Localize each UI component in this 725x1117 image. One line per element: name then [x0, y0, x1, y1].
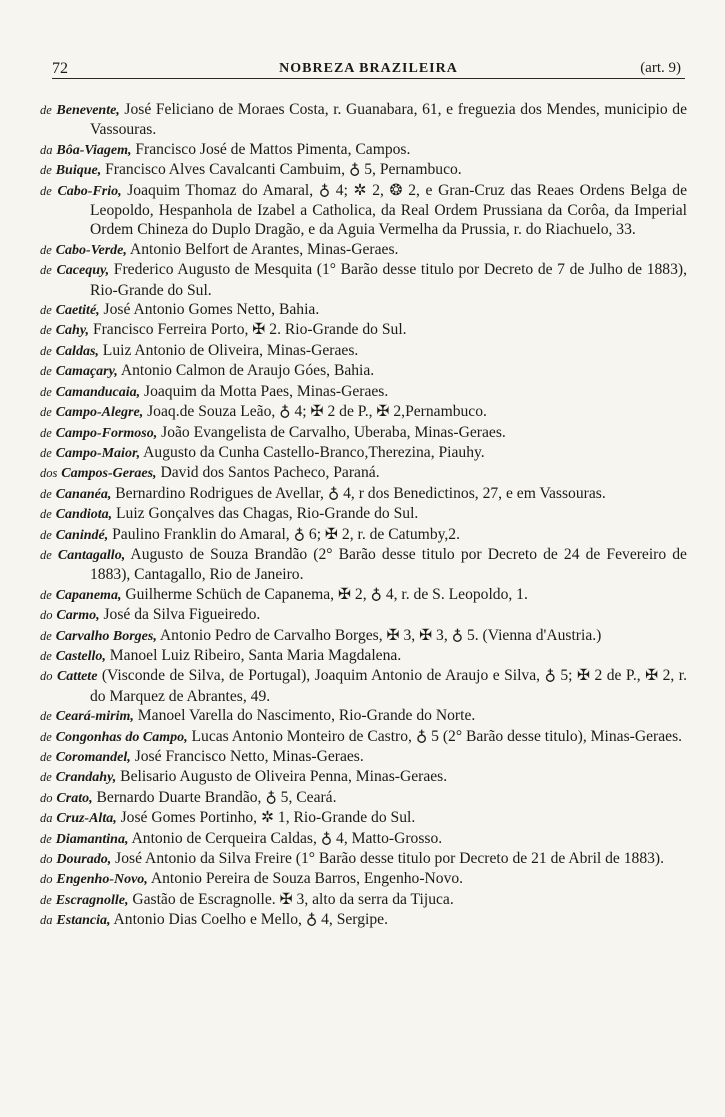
running-title: NOBREZA BRAZILEIRA: [279, 61, 458, 76]
entry-text: Antonio Pedro de Carvalho Borges, ✠ 3, ✠ 3, ♁ 5. (Vienna d'Austria.): [156, 626, 602, 644]
entry-prefix: de: [40, 486, 52, 501]
entry-title: Caldas,: [55, 343, 99, 359]
entry-title: Cattete: [56, 669, 98, 685]
entry-prefix: de: [40, 527, 52, 542]
entry-title: Camaçary,: [55, 364, 118, 380]
list-item: [40, 910, 687, 930]
list-item: [40, 443, 687, 463]
entry-title: Carvalho Borges,: [55, 628, 157, 644]
entry-prefix: de: [40, 405, 52, 420]
entry-text: Francisco José de Mattos Pimenta, Campos.: [131, 140, 411, 158]
entry-text: Gastão de Escragnolle. ✠ 3, alto da serra da Tijuca.: [128, 890, 454, 908]
entry-text: Antonio Belfort de Arantes, Minas-Geraes.: [126, 240, 399, 258]
entry-prefix: de: [40, 425, 52, 440]
list-item: [40, 484, 687, 504]
entry-title: Coromandel,: [55, 750, 131, 765]
list-item: [40, 382, 687, 402]
entry-text: Luiz Gonçalves das Chagas, Rio-Grande do Sul.: [112, 505, 419, 523]
entry-text: José Antonio Gomes Netto, Bahia.: [99, 301, 320, 319]
page-header: [52, 58, 685, 79]
entry-text: Augusto da Cunha Castello-Branco,Therezina, Piauhy.: [140, 443, 485, 461]
entry-prefix: de: [40, 323, 52, 338]
entry-text: Frederico Augusto de Mesquita (1° Barão desse titulo por Decreto de 7 de Julho de 1883), Rio-Grande do Sul.: [90, 261, 687, 299]
list-item: [40, 585, 687, 605]
entry-text: Joaquim da Motta Paes, Minas-Geraes.: [140, 382, 389, 400]
list-item: [40, 525, 687, 545]
list-item: [40, 181, 687, 240]
entry-title: Capanema,: [55, 587, 122, 603]
entry-text: Lucas Antonio Monteiro de Castro, ♁ 5 (2° Barão desse titulo), Minas-Geraes.: [187, 727, 683, 745]
entry-prefix: de: [40, 892, 52, 907]
list-item: [40, 869, 687, 889]
list-item: [40, 504, 687, 524]
entry-title: Bôa-Viagem,: [56, 142, 132, 158]
entry-text: Paulino Franklin do Amaral, ♁ 6; ✠ 2, r. de Catumby,2.: [108, 525, 460, 543]
entry-title: Canindé,: [55, 527, 109, 543]
entry-prefix: de: [40, 507, 52, 522]
entry-title: Cantagallo,: [57, 547, 126, 563]
entry-prefix: de: [40, 163, 52, 178]
entry-text: Joaquim Thomaz do Amaral, ♁ 4; ✲ 2, ❂ 2, e Gran-Cruz das Reaes Ordens Belga de Leopoldo, Hespanhola de Izabel a Catholica, da Real Ordem Prussiana da Corôa, da Imperial Ordem Chineza do Duplo Dragão, e da Aguia Vermelha da Prussia, r. do Riachuelo, 33.: [90, 181, 687, 239]
entry-title: Carmo,: [56, 608, 100, 624]
list-item: [40, 423, 687, 443]
entry-title: Cananéa,: [55, 486, 112, 502]
entry-prefix: de: [40, 183, 52, 198]
list-item: [40, 788, 687, 808]
list-item: [40, 361, 687, 381]
entry-text: Augusto de Souza Brandão (2° Barão desse titulo por Decreto de 24 de Fevereiro de 1883), Cantagallo, Rio de Janeiro.: [90, 545, 687, 584]
entry-title: Campo-Alegre,: [55, 405, 144, 421]
entry-prefix: de: [40, 445, 52, 460]
entry-title: Engenho-Novo,: [56, 872, 148, 888]
list-item: [40, 706, 687, 726]
entry-title: Cabo-Frio,: [57, 183, 122, 199]
list-item: [40, 605, 687, 625]
list-item: [40, 666, 687, 706]
list-item: [40, 100, 687, 140]
entry-text: Francisco Alves Cavalcanti Cambuim, ♁ 5, Pernambuco.: [101, 161, 462, 179]
entry-text: José da Silva Figueiredo.: [99, 606, 261, 624]
entry-title: Ceará-mirim,: [55, 709, 134, 725]
list-item: [40, 341, 687, 361]
list-item: [40, 849, 687, 869]
entry-title: Campos-Geraes,: [61, 466, 157, 482]
entry-title: Crandahy,: [55, 770, 117, 786]
list-item: [40, 727, 687, 747]
entry-title: Benevente,: [56, 103, 120, 118]
section-marker: (art. 9): [640, 60, 681, 76]
entry-title: Camanducaia,: [55, 384, 141, 400]
entry-text: Belisario Augusto de Oliveira Penna, Minas-Geraes.: [116, 768, 448, 786]
entry-text: José Gomes Portinho, ✲ 1, Rio-Grande do Sul.: [116, 809, 416, 827]
entry-prefix: de: [40, 709, 52, 724]
entry-title: Diamantina,: [55, 831, 129, 847]
entry-text: Manoel Luiz Ribeiro, Santa Maria Magdalena.: [105, 646, 402, 664]
entry-prefix: de: [40, 587, 52, 602]
entry-title: Candiota,: [55, 507, 113, 523]
entry-prefix: de: [40, 303, 52, 318]
entry-prefix: do: [40, 790, 53, 805]
entry-title: Cruz-Alta,: [56, 811, 117, 827]
entry-prefix: de: [40, 547, 52, 562]
entry-prefix: do: [40, 872, 53, 887]
entry-text: David dos Santos Pacheco, Paraná.: [156, 464, 380, 482]
entry-prefix: de: [40, 242, 52, 257]
list-item: [40, 260, 687, 300]
barons-list: [40, 100, 687, 931]
entry-prefix: de: [40, 648, 52, 663]
entry-title: Estancia,: [56, 913, 111, 929]
list-item: [40, 829, 687, 849]
page-number: 72: [52, 60, 68, 77]
entry-title: Buique,: [55, 163, 102, 179]
list-item: [40, 646, 687, 666]
entry-text: José Francisco Netto, Minas-Geraes.: [130, 748, 364, 765]
list-item: [40, 240, 687, 260]
list-item: [40, 300, 687, 320]
entry-prefix: de: [40, 750, 52, 764]
entry-title: Castello,: [55, 648, 106, 664]
entry-prefix: da: [40, 913, 53, 928]
entry-prefix: de: [40, 770, 52, 785]
entry-text: Manoel Varella do Nascimento, Rio-Grande do Norte.: [133, 707, 476, 725]
entry-text: Antonio Dias Coelho e Mello, ♁ 4, Sergipe.: [110, 911, 388, 929]
list-item: [40, 402, 687, 422]
entry-title: Congonhas do Campo,: [55, 729, 188, 745]
entry-text: Bernardo Duarte Brandão, ♁ 5, Ceará.: [92, 788, 337, 806]
entry-prefix: do: [40, 669, 53, 684]
entry-text: Joaq.de Souza Leão, ♁ 4; ✠ 2 de P., ✠ 2,Pernambuco.: [143, 403, 487, 421]
entry-prefix: de: [40, 384, 52, 399]
entry-prefix: do: [40, 852, 53, 867]
entry-title: Dourado,: [56, 852, 112, 868]
entry-prefix: de: [40, 103, 52, 117]
entry-prefix: da: [40, 142, 53, 157]
list-item: [40, 463, 687, 483]
entry-prefix: de: [40, 729, 52, 744]
entry-prefix: de: [40, 343, 52, 358]
entry-title: Caetité,: [55, 303, 100, 319]
entry-prefix: do: [40, 608, 53, 623]
entry-text: (Visconde de Silva, de Portugal), Joaquim Antonio de Araujo e Silva, ♁ 5; ✠ 2 de P., ✠ 2, r. do Marquez de Abrantes, 49.: [90, 667, 687, 705]
list-item: [40, 320, 687, 340]
entry-text: João Evangelista de Carvalho, Uberaba, Minas-Geraes.: [157, 423, 506, 441]
entry-title: Campo-Maior,: [55, 445, 141, 461]
entry-title: Cacequy,: [56, 263, 110, 279]
entry-prefix: de: [40, 263, 52, 278]
list-item: [40, 160, 687, 180]
entry-prefix: de: [40, 364, 52, 379]
entry-title: Cabo-Verde,: [55, 242, 127, 258]
list-item: [40, 747, 687, 767]
entry-title: Crato,: [56, 790, 93, 806]
list-item: [40, 140, 687, 160]
entry-prefix: dos: [40, 466, 58, 481]
entry-text: José Antonio da Silva Freire (1° Barão desse titulo por Decreto de 21 de Abril de 1883).: [111, 850, 665, 868]
list-item: [40, 545, 687, 585]
entry-prefix: da: [40, 811, 53, 826]
list-item: [40, 808, 687, 828]
entry-title: Cahy,: [55, 323, 90, 339]
list-item: [40, 626, 687, 646]
entry-text: Antonio Calmon de Araujo Góes, Bahia.: [117, 362, 375, 380]
entry-title: Escragnolle,: [55, 892, 129, 908]
entry-text: Antonio Pereira de Souza Barros, Engenho-Novo.: [147, 870, 464, 888]
entry-text: Bernardino Rodrigues de Avellar, ♁ 4, r dos Benedictinos, 27, e em Vassouras.: [111, 484, 606, 502]
entry-prefix: de: [40, 831, 52, 846]
entry-text: José Feliciano de Moraes Costa, r. Guanabara, 61, e freguezia dos Mendes, municipio de Vassouras.: [90, 101, 687, 139]
list-item: [40, 890, 687, 910]
entry-text: Guilherme Schüch de Capanema, ✠ 2, ♁ 4, r. de S. Leopoldo, 1.: [121, 585, 528, 603]
entry-text: Antonio de Cerqueira Caldas, ♁ 4, Matto-Grosso.: [128, 829, 443, 847]
entry-prefix: de: [40, 628, 52, 643]
entry-text: Francisco Ferreira Porto, ✠ 2. Rio-Grande do Sul.: [89, 321, 407, 339]
list-item: [40, 767, 687, 787]
entry-title: Campo-Formoso,: [55, 425, 158, 441]
entry-text: Luiz Antonio de Oliveira, Minas-Geraes.: [98, 341, 359, 359]
